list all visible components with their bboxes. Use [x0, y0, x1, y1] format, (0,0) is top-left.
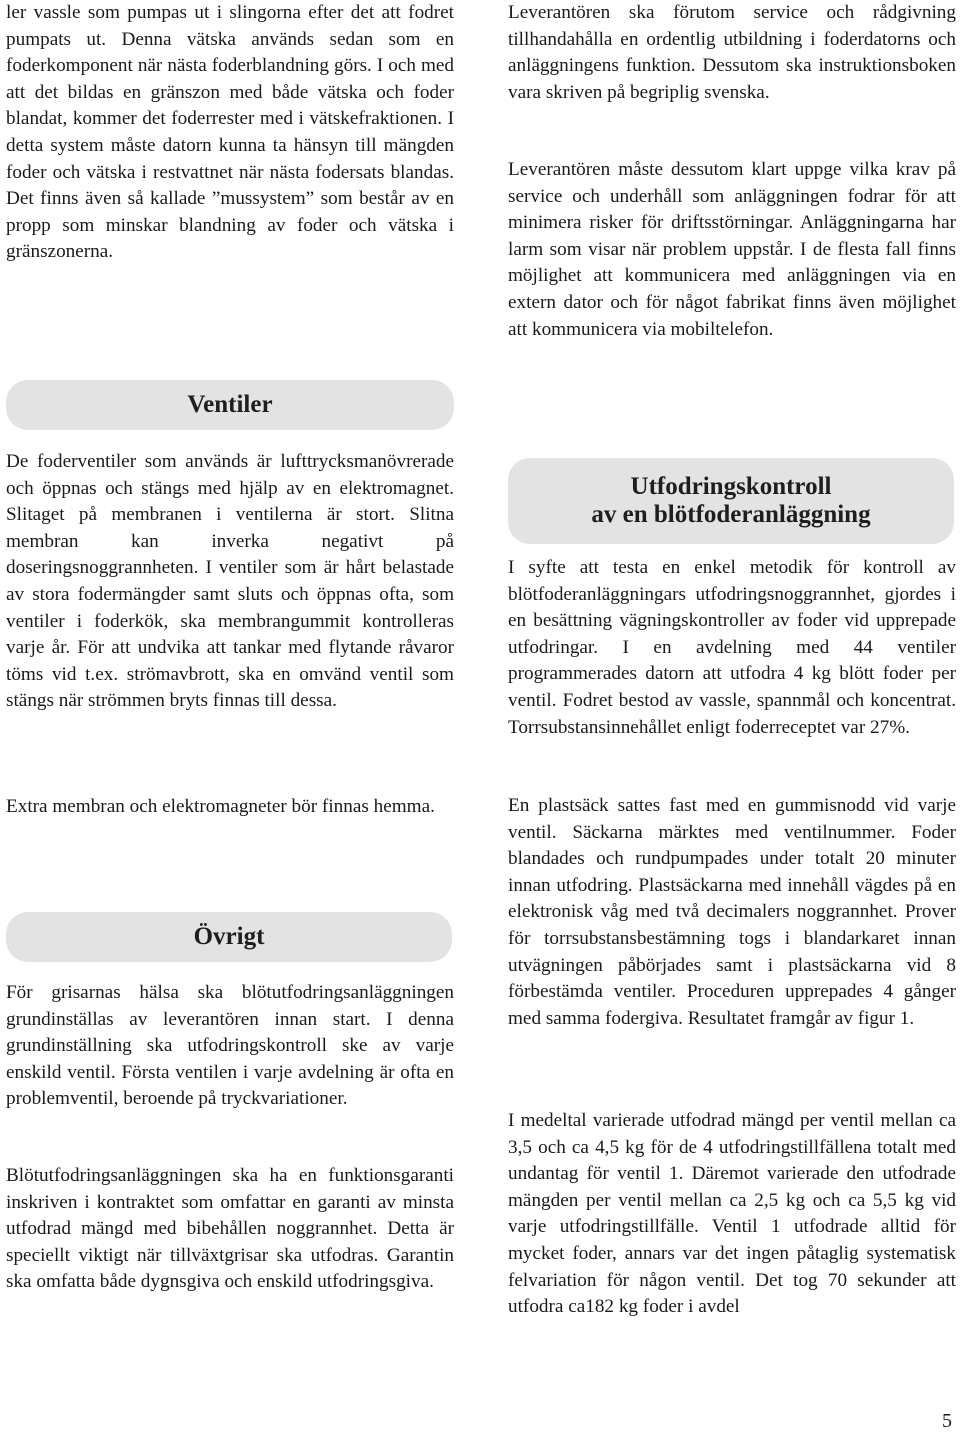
- right-paragraph-1: Leverantören ska förutom service och rådgivning tillhandahålla en ordentlig utbildning i foderdatorns och anläggningens funktion. Dessutom ska instruktionsboken vara skriven på begriplig svenska.: [508, 2, 956, 103]
- left-paragraph-5: Blötutfodringsanläggningen ska ha en funktionsgaranti inskriven i kontraktet som omfattar en garanti av minsta utfodrad mängd med bibehållen noggrannhet. Detta är speciellt viktigt när tillväxtgrisar ska utfodras. Garantin ska omfatta både dygnsgiva och enskild utfodringsgiva.: [6, 1165, 454, 1293]
- right-paragraph-2: Leverantören måste dessutom klart uppge vilka krav på service och underhåll som anläggningen fodrar för att minimera risker för driftsstörningar. Anläggningarna har larm som visar när problem uppstår. I de flesta fall finns möjlighet att kommunicera med anläggningen via en extern dator och för något fabrikat finns även möjlighet att kommunicera via mobiltelefon.: [508, 159, 956, 340]
- heading-utfodringskontroll-line-2: av en blötfoderanläggning: [591, 501, 871, 528]
- section-heading-ovrigt: [6, 912, 452, 962]
- right-paragraph-4: En plastsäck sattes fast med en gummisnodd vid varje ventil. Säckarna märktes med ventilnummer. Foder blandades och rundpumpades under totalt 20 minuter innan utfodring. Plastsäckarna med innehåll vägdes på en elektronisk våg med två decimalers noggrannhet. Prover för torrsubstansbestämning togs i blandarkaret innan utvägningen påbörjades samt i plastsäckarna vid 8 förbestämda ventiler. Proceduren upprepades 4 gånger med samma fodergiva. Resultatet framgår av figur 1.: [508, 795, 956, 1029]
- heading-utfodringskontroll-line-1: Utfodringskontroll: [630, 473, 832, 500]
- left-paragraph-3: Extra membran och elektromagneter bör finnas hemma.: [6, 796, 435, 817]
- right-paragraph-5: I medeltal varierade utfodrad mängd per ventil mellan ca 3,5 och ca 4,5 kg för de 4 utfodringstillfällena totalt med undantag för ventil 1. Däremot varierade den utfodrade mängden per ventil mellan ca 2,5 kg och ca 5,5 kg vid varje utfodringstillfälle. Ventil 1 utfodrade alltid för mycket foder, annars var det ingen påtaglig systematisk felvariation för någon ventil. Det tog 70 sekunder att utfodra ca182 kg foder i avdel: [508, 1110, 956, 1318]
- heading-ventiler-text: Ventiler: [187, 391, 273, 418]
- left-paragraph-2: De foderventiler som används är lufttrycksmanövrerade och öppnas och stängs med hjälp av en elektromagnet. Slitaget på membranen i ventilerna är stort. Slitna membran kan inverka negativt på doseringsnoggrannheten. I ventiler som är hårt belastade av stora fodermängder samt sluts och öppnas ofta, som ventiler i foderkök, ska membrangummit kontrolleras varje år. För att undvika att tankar med flytande råvaror töms vid t.ex. strömavbrott, ska en omvänd ventil som stängs när strömmen bryts finnas till dessa.: [6, 451, 454, 712]
- heading-ovrigt-text: Övrigt: [193, 923, 265, 950]
- page-number: 5: [942, 1410, 952, 1432]
- left-paragraph-1: ler vassle som pumpas ut i slingorna efter det att fodret pumpats ut. Denna vätska används sedan som en foderkomponent när nästa foderblandning görs. I och med att det bildas en gränszon med både vätska och foder blandat, kommer det foderrester med i vätskefraktionen. I detta system måste datorn kunna ta hänsyn till mängden foder och vätska i restvattnet när nästa fodersats blandas. Det finns även så kallade ”mussystem” som består av en propp som minskar blandning av foder och vätska i gränszonerna.: [6, 2, 454, 263]
- section-heading-ventiler: [6, 380, 454, 430]
- right-paragraph-3: I syfte att testa en enkel metodik för kontroll av blötfoderanläggningars utfodringsnoggrannhet, gjordes i en besättning vägningskontroller av foder vid upprepade utfodringar. I en avdelning med 44 ventiler programmerades datorn att utfodra 4 kg blött foder per ventil. Fodret bestod av vassle, spannmål och koncentrat. Torrsubstansinnehållet enligt foderreceptet var 27%.: [508, 557, 956, 738]
- left-paragraph-4: För grisarnas hälsa ska blötutfodringsanläggningen grundinställas av leverantören innan start. I denna grundinställning ska utfodringskontroll ske av varje enskild ventil. Första ventilen i varje avdelning är ofta en problemventil, beroende på tryckvariationer.: [6, 982, 454, 1110]
- section-heading-utfodringskontroll: [508, 458, 954, 544]
